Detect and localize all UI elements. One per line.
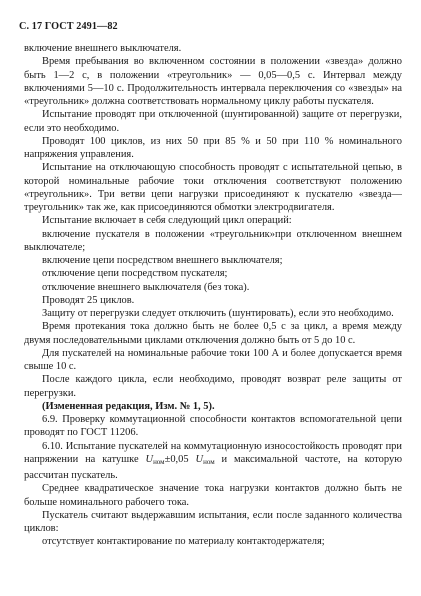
paragraph: Проводят 25 циклов. (42, 294, 135, 306)
section-6-10-text-b: ±0,05 (164, 453, 196, 465)
paragraph: отключение цепи посредством пускателя; (42, 268, 228, 280)
voltage-subscript: ном (203, 457, 215, 466)
page-header: С. 17 ГОСТ 2491—82 (19, 21, 118, 32)
paragraph: Время протекания тока должно быть не более 0,5 с за цикл, а время между двумя последовательными циклами отключения должно быть от 5 до 10 с. (24, 321, 402, 346)
section-6-10 (24, 440, 402, 483)
paragraph: Среднее квадратическое значение тока нагрузки контактов должно быть не больше номинального рабочего тока. (24, 483, 402, 508)
paragraph: отключение внешнего выключателя (без тока). (42, 281, 250, 293)
paragraph: Проводят 100 циклов, из них 50 при 85 % и 50 при 110 % номинального напряжения управления. (24, 135, 402, 160)
section-6-10-text-a: 6.10. Испытание пускателей на коммутационную износостойкость проводят при напряжении на катушке (24, 440, 402, 465)
paragraph: Защиту от перегрузки следует отключить (шунтировать), если это необходимо. (42, 308, 394, 319)
paragraph: Испытание проводят при отключенной (шунтированной) защите от перегрузки, если это необходимо. (24, 109, 402, 134)
paragraph: Пускатель считают выдержавшим испытания, если после заданного количества циклов: (24, 509, 402, 534)
section-6-9: 6.9. Проверку коммутационной способности контактов вспомогательной цепи проводят по ГОСТ 11206. (24, 414, 402, 439)
section-6-10-text-c: и максимальной частоте, на которую рассчитан пускатель. (24, 453, 402, 481)
voltage-symbol: U (195, 453, 204, 465)
paragraph: После каждого цикла, если необходимо, проводят возврат реле защиты от перегрузки. (24, 374, 402, 399)
paragraph: Испытание на отключающую способность проводят с испытательной цепью, в которой номинальные рабочие токи отключения соответствуют положению «треугольник». Три ветви цепи нагрузки присоединяют к пускателю «звезда—треугольник» так же, как присоединяются обмотки электродвигателя. (24, 162, 402, 213)
amendment-note: (Измененная редакция, Изм. № 1, 5). (42, 400, 215, 412)
paragraph: включение внешнего выключателя. (24, 43, 182, 54)
paragraph: включение цепи посредством внешнего выключателя; (42, 255, 283, 266)
document-body (24, 42, 402, 549)
paragraph: Время пребывания во включенном состоянии в положении «звезда» должно быть 1—2 с, в положении «треугольник» — 0,05—0,5 с. Интервал между включениями 5—10 с. Продолжительность интервала переключения со «звезды» на «треугольник» должна соответствовать нормальному циклу работы пускателя. (24, 56, 402, 107)
paragraph: включение пускателя в положении «треугольник»при отключенном внешнем выключателе; (24, 228, 402, 253)
voltage-subscript: ном (153, 457, 165, 466)
paragraph: Испытание включает в себя следующий цикл операций: (42, 215, 292, 227)
paragraph: Для пускателей на номинальные рабочие токи 100 А и более допускается время свыше 10 с. (24, 347, 402, 372)
voltage-symbol: U (145, 453, 154, 465)
paragraph: отсутствует контактирование по материалу контактодержателя; (42, 536, 325, 548)
